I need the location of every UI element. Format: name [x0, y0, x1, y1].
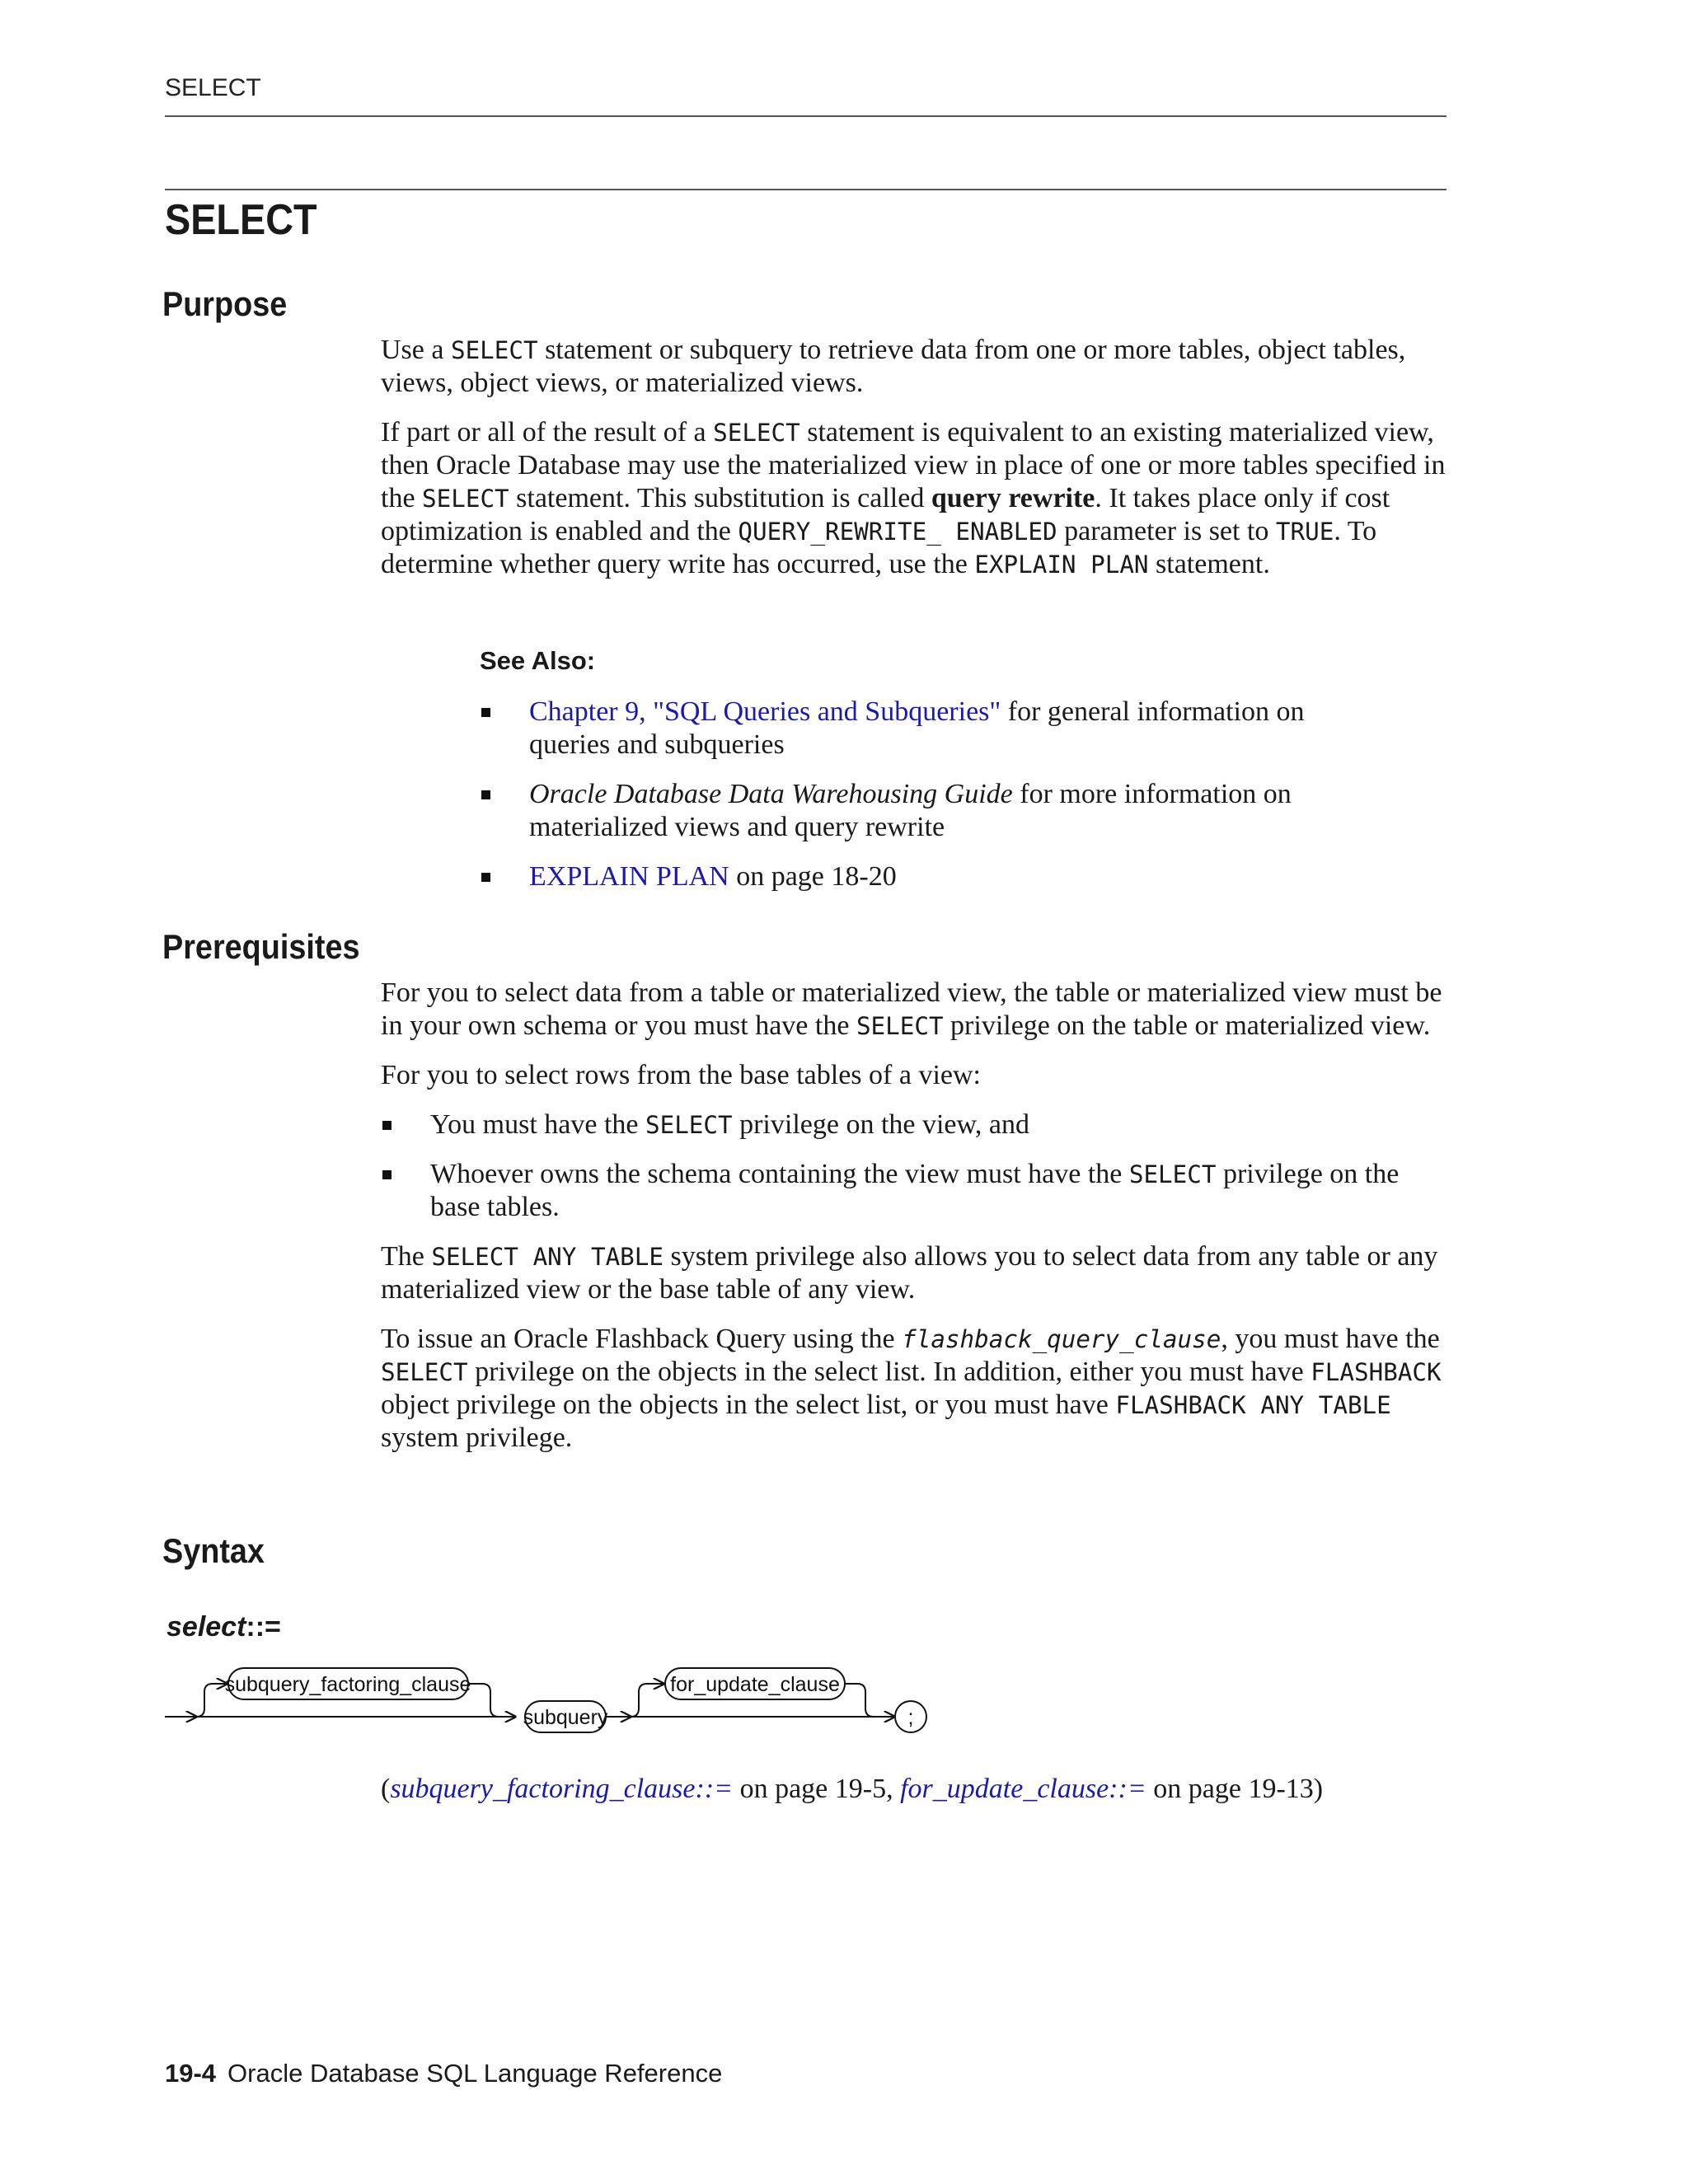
- bullet-icon: [481, 873, 490, 882]
- page-footer: [165, 2059, 722, 2088]
- header-rule: [165, 115, 1447, 117]
- page-number: 19-4: [165, 2059, 217, 2088]
- railroad-diagram: [165, 1663, 956, 1754]
- prerequisites-heading: Prerequisites: [162, 927, 360, 966]
- subquery-factoring-clause-label: subquery_factoring_clause: [224, 1673, 471, 1696]
- list-item: Chapter 9, "SQL Queries and Subqueries" for general information on queries and subqueries: [480, 696, 1353, 762]
- syntax-heading: Syntax: [162, 1531, 265, 1570]
- prereq-paragraph-4: To issue an Oracle Flashback Query using the flashback_query_clause, you must have the SELECT privilege on the objects in the select list. In addition, either you must have FLASHBACK object privilege on the objects in the select list, or you must have FLASHBACK ANY TABLE system privilege.: [381, 1324, 1442, 1453]
- prerequisites-body: [381, 977, 1452, 1471]
- chapter-9-link[interactable]: Chapter 9, "SQL Queries and Subqueries": [529, 696, 1001, 727]
- running-header: SELECT: [165, 74, 261, 101]
- branch-down-2: [845, 1684, 894, 1717]
- branch-down-1: [468, 1684, 515, 1717]
- branch-up-1: [196, 1684, 227, 1717]
- prereq-paragraph-2: For you to select rows from the base tables of a view:: [381, 1060, 981, 1090]
- syntax-label: select::=: [166, 1611, 281, 1643]
- branch-up-2: [631, 1684, 663, 1717]
- terminator-label: ;: [907, 1706, 914, 1729]
- subquery-label: subquery: [523, 1706, 608, 1729]
- query-rewrite-term: query rewrite: [931, 483, 1095, 513]
- title-rule: [165, 189, 1447, 190]
- bullet-icon: [382, 1170, 392, 1179]
- purpose-body: [381, 334, 1452, 598]
- bullet-icon: [382, 1121, 392, 1130]
- prereq-paragraph-3: The SELECT ANY TABLE system privilege also allows you to select data from any table or any materialized view or the base table of any view.: [381, 1241, 1438, 1305]
- purpose-heading: Purpose: [162, 284, 288, 323]
- list-item: You must have the SELECT privilege on the view, and: [381, 1108, 1452, 1141]
- page-title: SELECT: [165, 196, 317, 244]
- syntax-cross-reference: (subquery_factoring_clause::= on page 19-5, for_update_clause::= on page 19-13): [381, 1774, 1324, 1804]
- explain-plan-link[interactable]: EXPLAIN PLAN: [529, 861, 729, 892]
- see-also-list: [480, 696, 1353, 893]
- prereq-list: [381, 1108, 1452, 1224]
- subquery-factoring-clause-link[interactable]: subquery_factoring_clause::=: [390, 1774, 734, 1804]
- for-update-clause-link[interactable]: for_update_clause::=: [900, 1774, 1146, 1804]
- for-update-clause-label: for_update_clause: [670, 1673, 840, 1696]
- see-also-box: [480, 644, 1353, 910]
- book-title: Oracle Database SQL Language Reference: [227, 2059, 723, 2088]
- list-item: Oracle Database Data Warehousing Guide for more information on materialized views and query rewrite: [480, 778, 1353, 844]
- bullet-icon: [481, 708, 490, 717]
- list-item: Whoever owns the schema containing the view must have the SELECT privilege on the base tables.: [381, 1158, 1452, 1224]
- bullet-icon: [481, 790, 490, 799]
- see-also-heading: See Also:: [480, 646, 596, 675]
- purpose-paragraph-2: If part or all of the result of a SELECT statement is equivalent to an existing materialized view, then Oracle Database may use the materialized view in place of one or more tables specified in the SELECT statement. This substitution is called query rewrite. It takes place only if cost optimization is enabled and the QUERY_REWRITE_ ENABLED parameter is set to TRUE. To determine whether query write has occurred, use the EXPLAIN PLAN statement.: [381, 417, 1446, 579]
- list-item: EXPLAIN PLAN on page 18-20: [480, 860, 1353, 893]
- purpose-paragraph-1: Use a SELECT statement or subquery to retrieve data from one or more tables, object tables, views, object views, or materialized views.: [381, 335, 1406, 398]
- prereq-paragraph-1: For you to select data from a table or materialized view, the table or materialized view must be in your own schema or you must have the SELECT privilege on the table or materialized view.: [381, 977, 1442, 1041]
